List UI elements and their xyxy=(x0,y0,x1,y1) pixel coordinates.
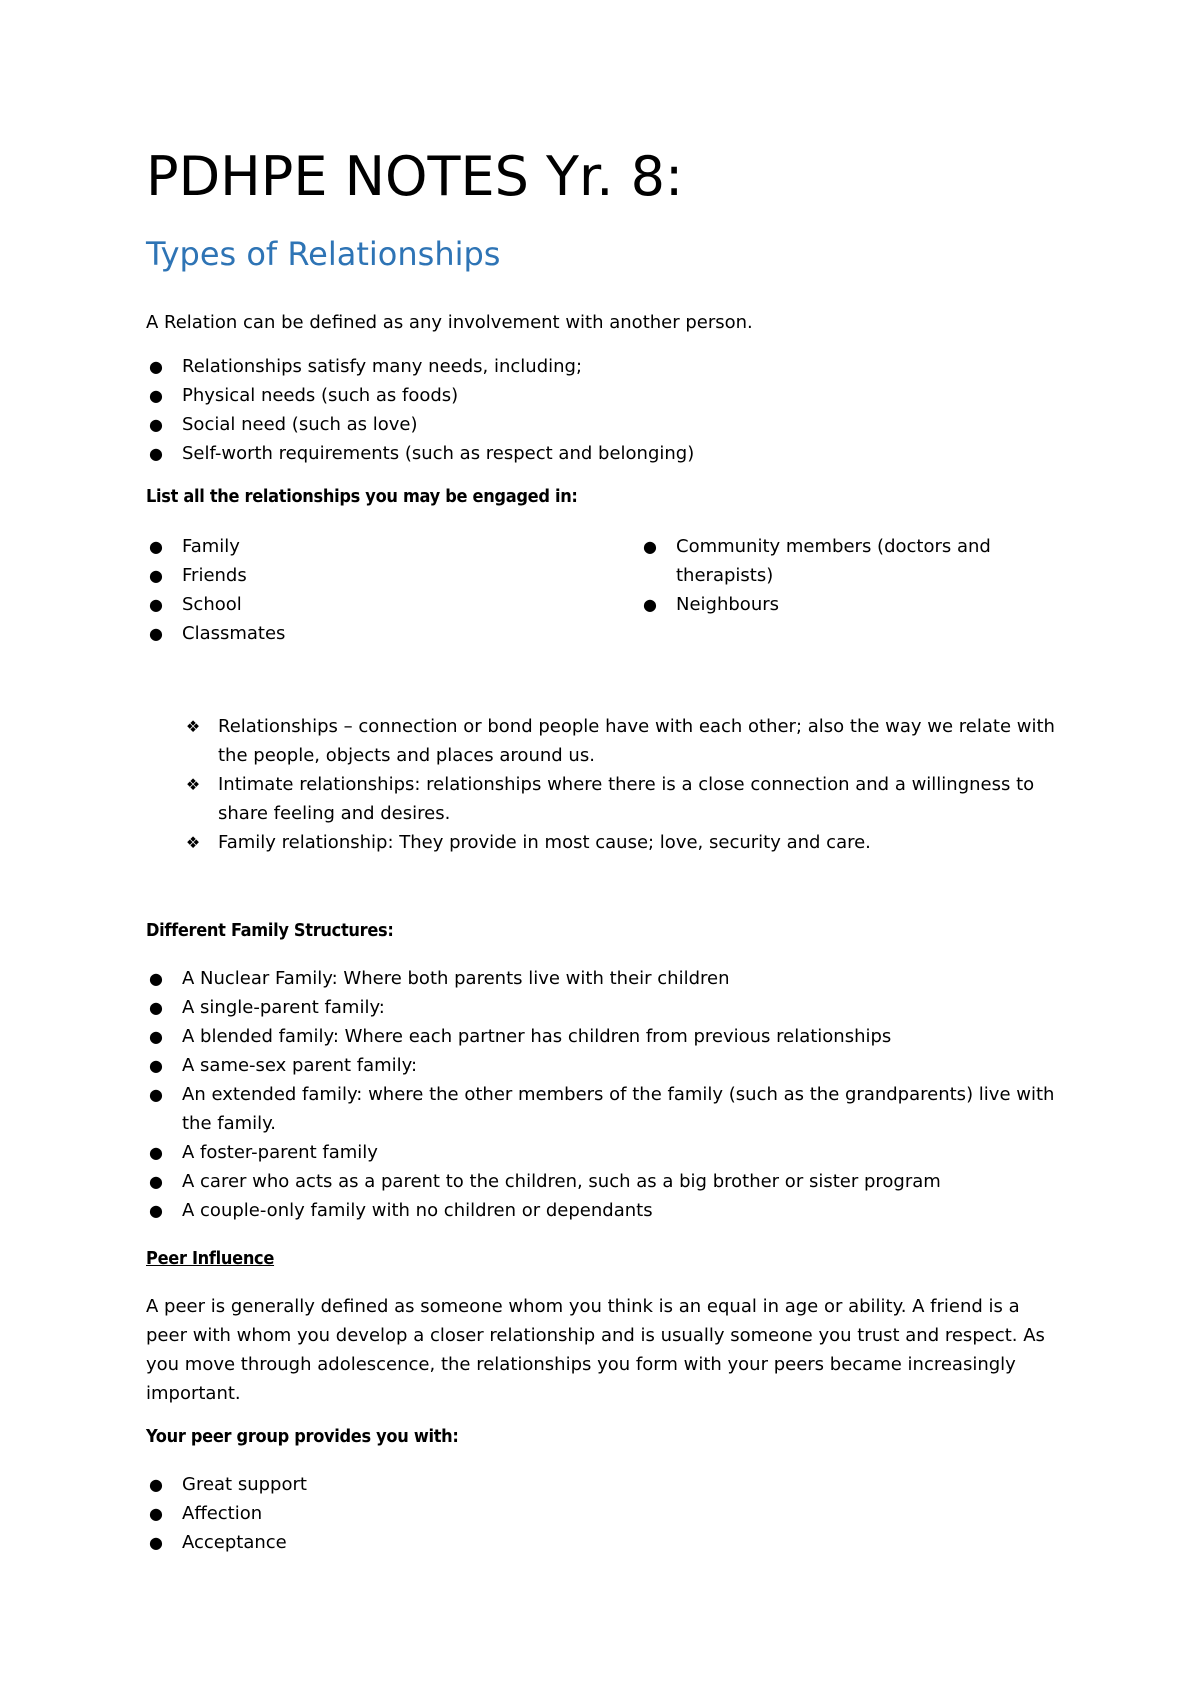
list-item: ● Affection xyxy=(146,1499,307,1528)
list-item: ● Acceptance xyxy=(146,1528,307,1557)
list-item: ❖ Intimate relationships: relationships where there is a close connection and a willingness to share feeling and desires. xyxy=(182,770,1062,828)
list-item: ● Family xyxy=(146,532,566,561)
relationships-heading: List all the relationships you may be engaged in: xyxy=(146,486,578,507)
list-item: ● Neighbours xyxy=(640,590,1010,619)
list-item: ● A Nuclear Family: Where both parents live with their children xyxy=(146,964,1066,993)
definitions-list xyxy=(182,712,1062,857)
bullet-icon: ● xyxy=(149,444,163,463)
page-title: PDHPE NOTES Yr. 8: xyxy=(146,145,684,208)
family-structures-list xyxy=(146,964,1066,1225)
bullet-icon: ● xyxy=(643,595,657,614)
bullet-icon: ● xyxy=(149,1533,163,1552)
bullet-icon: ● xyxy=(149,1201,163,1220)
list-item: ● A couple-only family with no children or dependants xyxy=(146,1196,1066,1225)
bullet-icon: ● xyxy=(149,566,163,585)
section-heading-types: Types of Relationships xyxy=(146,235,501,273)
bullet-icon: ● xyxy=(149,386,163,405)
list-item: ● Relationships satisfy many needs, including; xyxy=(146,352,694,381)
list-item: ● Self-worth requirements (such as respect and belonging) xyxy=(146,439,694,468)
list-item: ● Great support xyxy=(146,1470,307,1499)
diamond-bullet-icon: ❖ xyxy=(185,717,201,736)
list-item: ● A blended family: Where each partner has children from previous relationships xyxy=(146,1022,1066,1051)
list-item: ● A single-parent family: xyxy=(146,993,1066,1022)
peer-group-list xyxy=(146,1470,307,1557)
peer-group-heading: Your peer group provides you with: xyxy=(146,1426,459,1447)
list-item: ● An extended family: where the other members of the family (such as the grandparents) live with the family. xyxy=(146,1080,1066,1138)
list-item: ● School xyxy=(146,590,566,619)
list-item: ● A same-sex parent family: xyxy=(146,1051,1066,1080)
bullet-icon: ● xyxy=(149,595,163,614)
bullet-icon: ● xyxy=(149,1504,163,1523)
list-item: ❖ Family relationship: They provide in most cause; love, security and care. xyxy=(182,828,1062,857)
relationships-list-left xyxy=(146,532,566,648)
peer-influence-heading: Peer Influence xyxy=(146,1248,275,1269)
peer-influence-paragraph: A peer is generally defined as someone whom you think is an equal in age or ability. A friend is a peer with whom you develop a closer relationship and is usually someone you trust and respect. As you move through adolescence, the relationships you form with your peers became increasingly important. xyxy=(146,1296,1045,1404)
intro-text: A Relation can be defined as any involvement with another person. xyxy=(146,312,753,333)
needs-list xyxy=(146,352,694,468)
list-item: ● Social need (such as love) xyxy=(146,410,694,439)
diamond-bullet-icon: ❖ xyxy=(185,833,201,852)
family-structures-heading: Different Family Structures: xyxy=(146,920,394,941)
list-item: ● A foster-parent family xyxy=(146,1138,1066,1167)
list-item: ● Friends xyxy=(146,561,566,590)
bullet-icon: ● xyxy=(149,1143,163,1162)
list-item: ❖ Relationships – connection or bond people have with each other; also the way we relate with the people, objects and places around us. xyxy=(182,712,1062,770)
bullet-icon: ● xyxy=(149,537,163,556)
list-item: ● A carer who acts as a parent to the children, such as a big brother or sister program xyxy=(146,1167,1066,1196)
bullet-icon: ● xyxy=(149,1085,163,1104)
bullet-icon: ● xyxy=(149,1056,163,1075)
bullet-icon: ● xyxy=(149,357,163,376)
bullet-icon: ● xyxy=(149,624,163,643)
diamond-bullet-icon: ❖ xyxy=(185,775,201,794)
bullet-icon: ● xyxy=(149,998,163,1017)
bullet-icon: ● xyxy=(149,1027,163,1046)
list-item: ● Community members (doctors and therapists) xyxy=(640,532,1010,590)
bullet-icon: ● xyxy=(149,1475,163,1494)
list-item: ● Classmates xyxy=(146,619,566,648)
bullet-icon: ● xyxy=(149,969,163,988)
list-item: ● Physical needs (such as foods) xyxy=(146,381,694,410)
bullet-icon: ● xyxy=(149,415,163,434)
bullet-icon: ● xyxy=(643,537,657,556)
bullet-icon: ● xyxy=(149,1172,163,1191)
relationships-list-right xyxy=(640,532,1010,619)
